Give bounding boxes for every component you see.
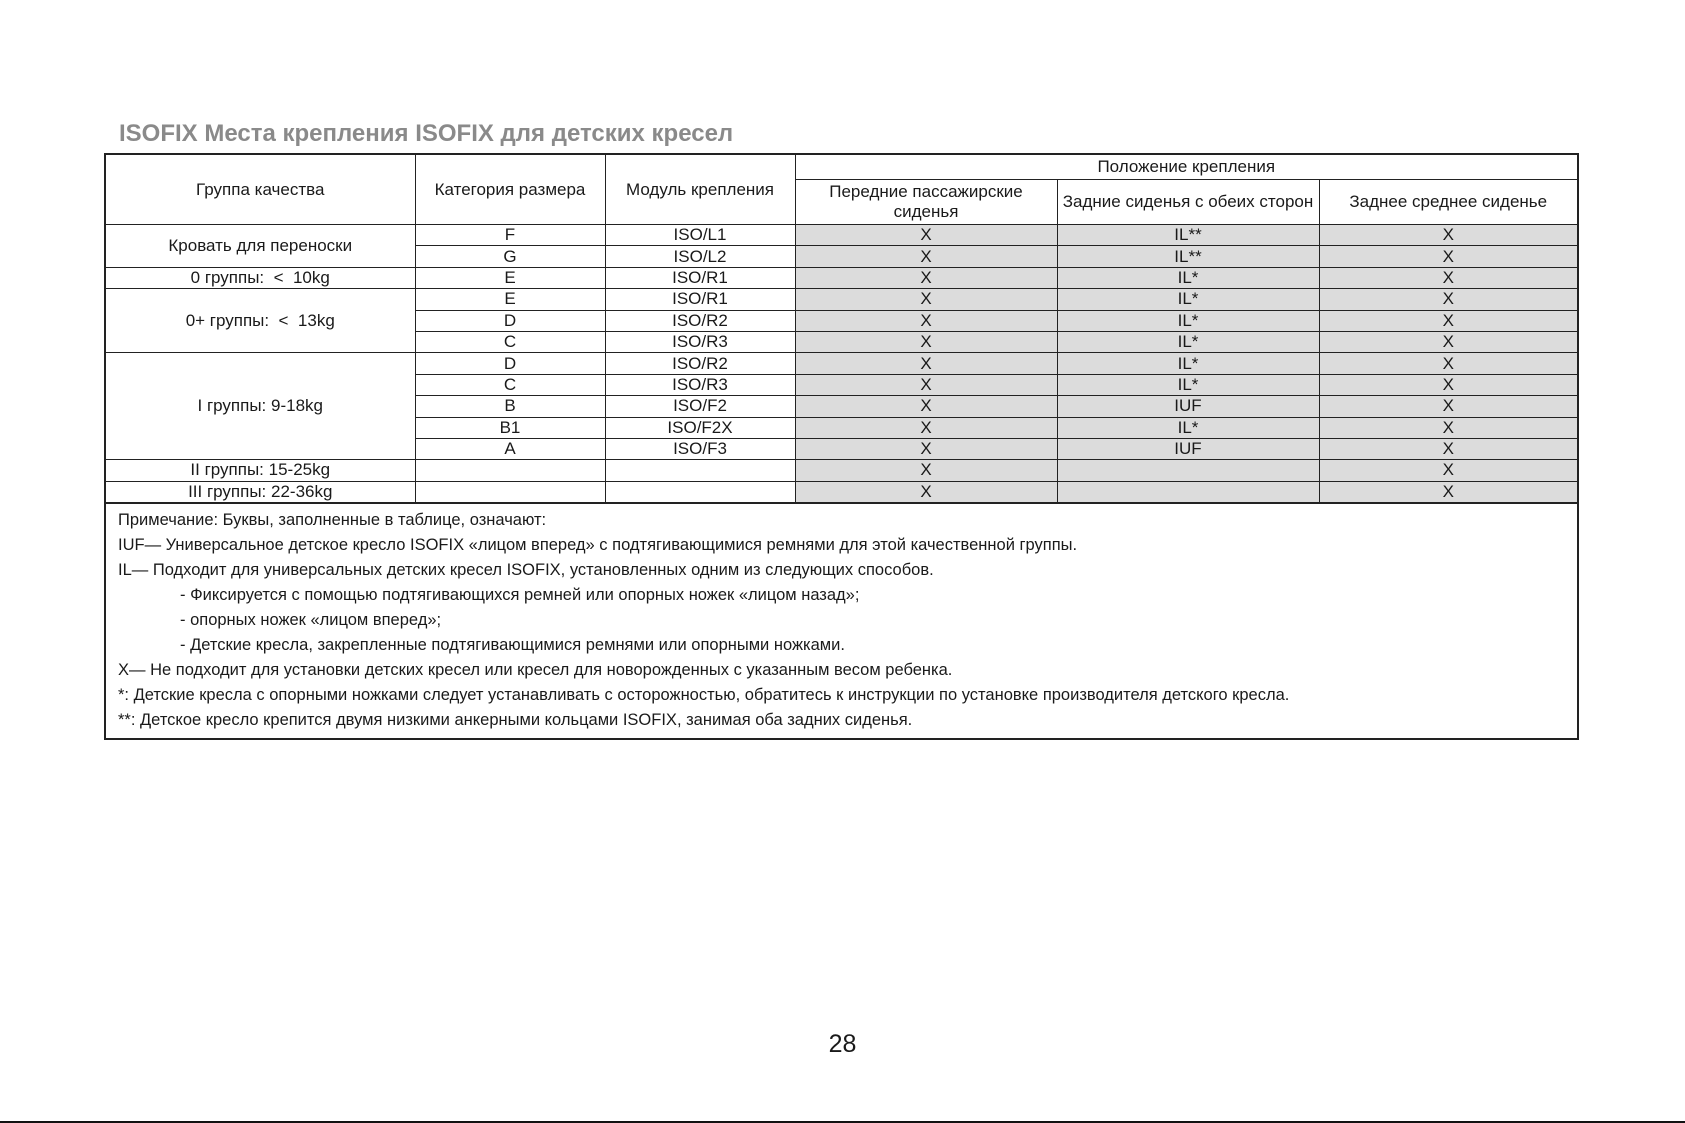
front-cell: X xyxy=(795,396,1057,417)
group-cell: II группы: 15-25kg xyxy=(106,460,415,481)
rear-cell: IL* xyxy=(1057,353,1319,374)
middle-cell: X xyxy=(1319,417,1577,438)
module-cell: ISO/F3 xyxy=(605,438,795,459)
category-cell: G xyxy=(415,246,605,267)
category-cell: C xyxy=(415,374,605,395)
isofix-table xyxy=(106,155,1577,504)
group-cell: Кровать для переноски xyxy=(106,225,415,268)
rear-cell: IL* xyxy=(1057,331,1319,352)
table-row xyxy=(106,353,1577,374)
category-cell xyxy=(415,460,605,481)
note-il: IL— Подходит для универсальных детских кресел ISOFIX, установленных одним из следующих способов. xyxy=(118,561,934,580)
header-rear-middle: Заднее среднее сиденье xyxy=(1319,180,1577,225)
front-cell: X xyxy=(795,460,1057,481)
front-cell: X xyxy=(795,374,1057,395)
front-cell: X xyxy=(795,310,1057,331)
rear-cell: IUF xyxy=(1057,396,1319,417)
rear-cell: IL* xyxy=(1057,374,1319,395)
rear-cell: IL* xyxy=(1057,267,1319,288)
module-cell: ISO/L2 xyxy=(605,246,795,267)
middle-cell: X xyxy=(1319,289,1577,310)
group-cell: III группы: 22-36kg xyxy=(106,481,415,503)
rear-cell: IL* xyxy=(1057,417,1319,438)
module-cell: ISO/R2 xyxy=(605,353,795,374)
front-cell: X xyxy=(795,353,1057,374)
middle-cell: X xyxy=(1319,267,1577,288)
table-row xyxy=(106,481,1577,503)
module-cell: ISO/R2 xyxy=(605,310,795,331)
note-x: X— Не подходит для установки детских кресел или кресел для новорожденных с указанным весом ребенка. xyxy=(118,661,953,680)
category-cell: B xyxy=(415,396,605,417)
module-cell: ISO/R1 xyxy=(605,267,795,288)
note-double-asterisk: **: Детское кресло крепится двумя низкими анкерными кольцами ISOFIX, занимая оба задних сиденья. xyxy=(118,711,913,730)
front-cell: X xyxy=(795,246,1057,267)
note-iuf: IUF— Универсальное детское кресло ISOFIX «лицом вперед» с подтягивающимися ремнями для этой качественной группы. xyxy=(118,536,1078,555)
category-cell: F xyxy=(415,225,605,246)
middle-cell: X xyxy=(1319,353,1577,374)
category-cell: E xyxy=(415,267,605,288)
category-cell: D xyxy=(415,310,605,331)
header-group: Группа качества xyxy=(106,155,415,225)
category-cell: A xyxy=(415,438,605,459)
front-cell: X xyxy=(795,267,1057,288)
header-module: Модуль крепления xyxy=(605,155,795,225)
group-cell: 0+ группы: < 13kg xyxy=(106,289,415,353)
rear-cell: IUF xyxy=(1057,438,1319,459)
table-row xyxy=(106,225,1577,246)
table-row xyxy=(106,460,1577,481)
page-number: 28 xyxy=(828,1030,857,1058)
rear-cell: IL** xyxy=(1057,225,1319,246)
front-cell: X xyxy=(795,438,1057,459)
rear-cell: IL* xyxy=(1057,289,1319,310)
module-cell xyxy=(605,460,795,481)
table-row xyxy=(106,267,1577,288)
note-il-option: - Детские кресла, закрепленные подтягивающимися ремнями или опорными ножками. xyxy=(180,636,845,655)
rear-cell: IL* xyxy=(1057,310,1319,331)
note-il-option: - опорных ножек «лицом вперед»; xyxy=(180,611,442,630)
middle-cell: X xyxy=(1319,225,1577,246)
module-cell: ISO/R1 xyxy=(605,289,795,310)
middle-cell: X xyxy=(1319,481,1577,503)
front-cell: X xyxy=(795,225,1057,246)
note-asterisk: *: Детские кресла с опорными ножками следует устанавливать с осторожностью, обратитесь к инструкции по установке производителя детского кресла. xyxy=(118,686,1290,705)
category-cell: B1 xyxy=(415,417,605,438)
front-cell: X xyxy=(795,481,1057,503)
rear-cell: IL** xyxy=(1057,246,1319,267)
front-cell: X xyxy=(795,289,1057,310)
front-cell: X xyxy=(795,331,1057,352)
isofix-table-frame xyxy=(104,153,1579,740)
module-cell xyxy=(605,481,795,503)
middle-cell: X xyxy=(1319,460,1577,481)
category-cell: C xyxy=(415,331,605,352)
middle-cell: X xyxy=(1319,374,1577,395)
table-row xyxy=(106,289,1577,310)
module-cell: ISO/R3 xyxy=(605,331,795,352)
module-cell: ISO/F2 xyxy=(605,396,795,417)
category-cell: E xyxy=(415,289,605,310)
middle-cell: X xyxy=(1319,246,1577,267)
middle-cell: X xyxy=(1319,331,1577,352)
header-rear-sides: Задние сиденья с обеих сторон xyxy=(1057,180,1319,225)
page-title: ISOFIX Места крепления ISOFIX для детских кресел xyxy=(119,120,734,147)
category-cell xyxy=(415,481,605,503)
middle-cell: X xyxy=(1319,438,1577,459)
middle-cell: X xyxy=(1319,396,1577,417)
header-position: Положение крепления xyxy=(795,155,1577,180)
note-intro: Примечание: Буквы, заполненные в таблице, означают: xyxy=(118,511,547,530)
module-cell: ISO/R3 xyxy=(605,374,795,395)
rear-cell xyxy=(1057,481,1319,503)
header-front-passenger: Передние пассажирские сиденья xyxy=(795,180,1057,225)
header-size-category: Категория размера xyxy=(415,155,605,225)
category-cell: D xyxy=(415,353,605,374)
group-cell: 0 группы: < 10kg xyxy=(106,267,415,288)
group-cell: I группы: 9-18kg xyxy=(106,353,415,460)
note-il-option: - Фиксируется с помощью подтягивающихся ремней или опорных ножек «лицом назад»; xyxy=(180,586,860,605)
front-cell: X xyxy=(795,417,1057,438)
module-cell: ISO/L1 xyxy=(605,225,795,246)
header-row-1 xyxy=(106,155,1577,180)
module-cell: ISO/F2X xyxy=(605,417,795,438)
rear-cell xyxy=(1057,460,1319,481)
middle-cell: X xyxy=(1319,310,1577,331)
notes-section xyxy=(106,504,1577,738)
